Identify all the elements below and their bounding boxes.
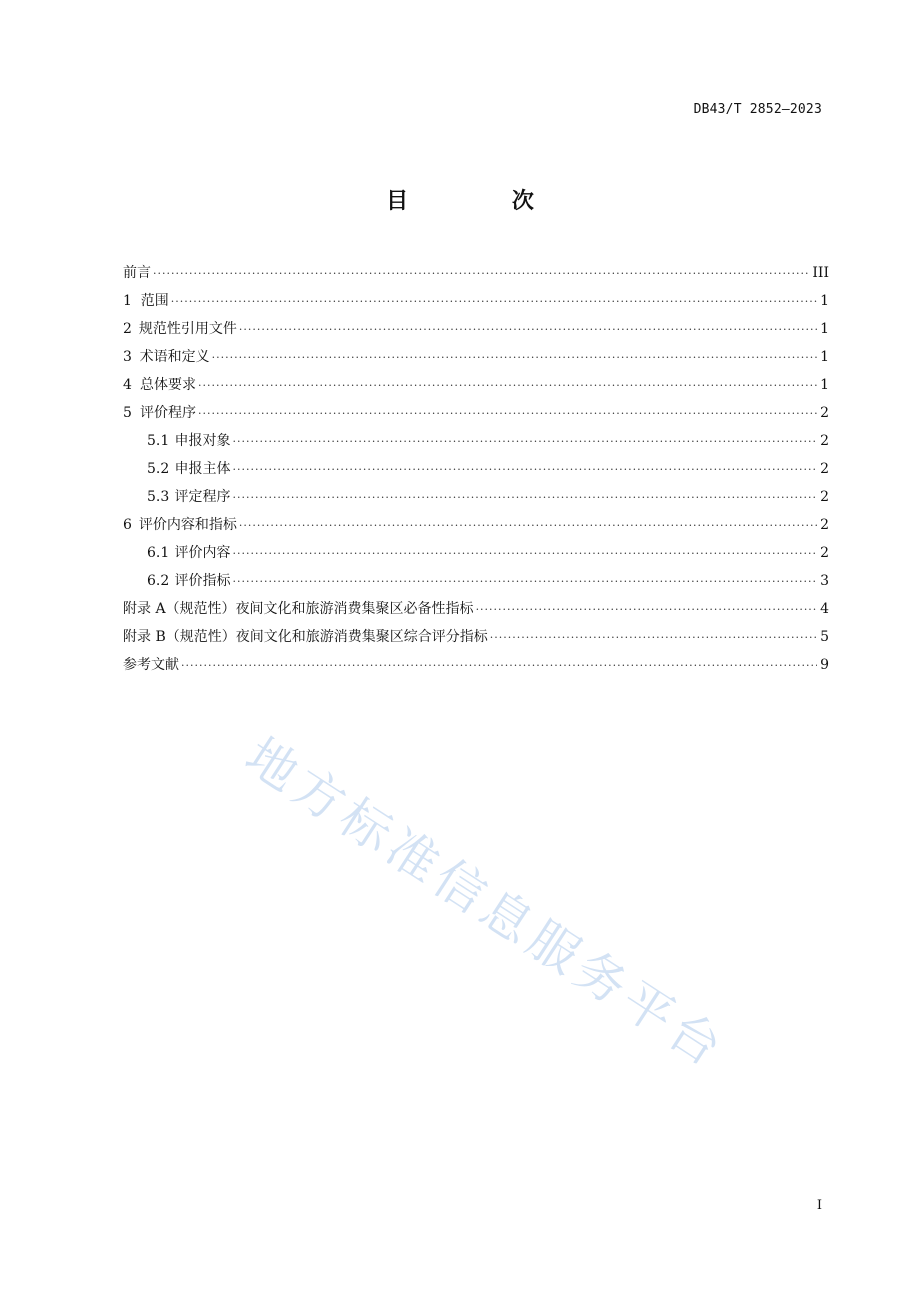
toc-entry[interactable] [123, 539, 829, 567]
toc-entry-label: 申报主体 [174, 461, 231, 477]
toc-entry[interactable] [123, 343, 829, 371]
toc-entry-page: 1 [820, 349, 829, 365]
toc-entry-page: 1 [820, 293, 829, 309]
table-of-contents [123, 259, 829, 679]
toc-entry-number: 附录 B（规范性） [123, 629, 236, 645]
toc-entry-page: 2 [820, 517, 829, 533]
toc-entry[interactable] [123, 287, 829, 315]
toc-entry-label: 评价内容 [174, 545, 231, 561]
toc-entry-number: 2 [123, 321, 132, 337]
toc-entry-label: 评价指标 [174, 573, 231, 589]
toc-entry-label: 夜间文化和旅游消费集聚区综合评分指标 [235, 629, 488, 645]
toc-entry-page: 9 [820, 657, 829, 673]
standard-code: DB43/T 2852—2023 [693, 102, 822, 117]
toc-entry-label: 术语和定义 [139, 349, 210, 365]
toc-entry[interactable] [123, 483, 829, 511]
toc-dot-leader [476, 596, 817, 624]
toc-entry[interactable] [123, 455, 829, 483]
toc-dot-leader [198, 372, 817, 400]
toc-entry-number: 6.2 [147, 573, 170, 589]
watermark: 地方标准信息服务平台 [235, 726, 737, 1081]
toc-entry-label: 前言 [123, 265, 151, 281]
toc-entry-number: 4 [123, 377, 132, 393]
toc-dot-leader [171, 288, 817, 316]
toc-entry[interactable] [123, 371, 829, 399]
toc-entry-label: 评价程序 [140, 405, 197, 421]
toc-dot-leader [232, 484, 817, 512]
toc-dot-leader [232, 428, 817, 456]
toc-entry[interactable] [123, 315, 829, 343]
toc-dot-leader [232, 540, 817, 568]
toc-entry-label: 参考文献 [123, 657, 179, 673]
toc-entry[interactable] [123, 427, 829, 455]
toc-entry-label: 夜间文化和旅游消费集聚区必备性指标 [235, 601, 474, 617]
page-title: 目 次 [386, 189, 582, 214]
toc-entry-label: 评价内容和指标 [138, 517, 237, 533]
toc-entry[interactable] [123, 567, 829, 595]
toc-entry[interactable] [123, 399, 829, 427]
toc-dot-leader [212, 344, 817, 372]
toc-dot-leader [239, 512, 817, 540]
toc-dot-leader [153, 260, 810, 288]
toc-dot-leader [232, 456, 817, 484]
toc-entry-number: 附录 A（规范性） [123, 601, 236, 617]
toc-entry-number: 1 [123, 293, 132, 309]
toc-dot-leader [490, 624, 817, 652]
toc-entry-label: 规范性引用文件 [138, 321, 237, 337]
toc-entry-label: 评定程序 [174, 489, 231, 505]
toc-entry-number: 6.1 [147, 545, 170, 561]
toc-entry[interactable] [123, 651, 829, 679]
toc-entry-page: 2 [820, 405, 829, 421]
toc-entry-page: 3 [820, 573, 829, 589]
toc-entry-label: 范围 [140, 293, 169, 309]
toc-dot-leader [181, 652, 817, 680]
toc-entry-number: 5.1 [147, 433, 170, 449]
toc-entry-page: 2 [820, 489, 829, 505]
toc-entry-page: 2 [820, 545, 829, 561]
toc-entry-number: 5.2 [147, 461, 170, 477]
toc-entry-page: 4 [820, 601, 829, 617]
toc-entry-number: 5.3 [147, 489, 170, 505]
toc-entry-page: III [812, 265, 829, 281]
toc-entry-page: 5 [820, 629, 829, 645]
toc-entry[interactable] [123, 623, 829, 651]
toc-entry-page: 1 [820, 377, 829, 393]
toc-entry[interactable] [123, 595, 829, 623]
toc-entry-number: 3 [123, 349, 132, 365]
toc-entry-page: 2 [820, 461, 829, 477]
toc-dot-leader [198, 400, 817, 428]
toc-entry[interactable] [123, 259, 829, 287]
toc-entry-label: 申报对象 [174, 433, 231, 449]
toc-entry[interactable] [123, 511, 829, 539]
toc-entry-page: 2 [820, 433, 829, 449]
toc-dot-leader [232, 568, 817, 596]
toc-entry-number: 6 [123, 517, 132, 533]
toc-dot-leader [239, 316, 817, 344]
toc-entry-label: 总体要求 [140, 377, 197, 393]
toc-entry-number: 5 [123, 405, 132, 421]
page-number: I [816, 1198, 822, 1213]
toc-entry-page: 1 [820, 321, 829, 337]
